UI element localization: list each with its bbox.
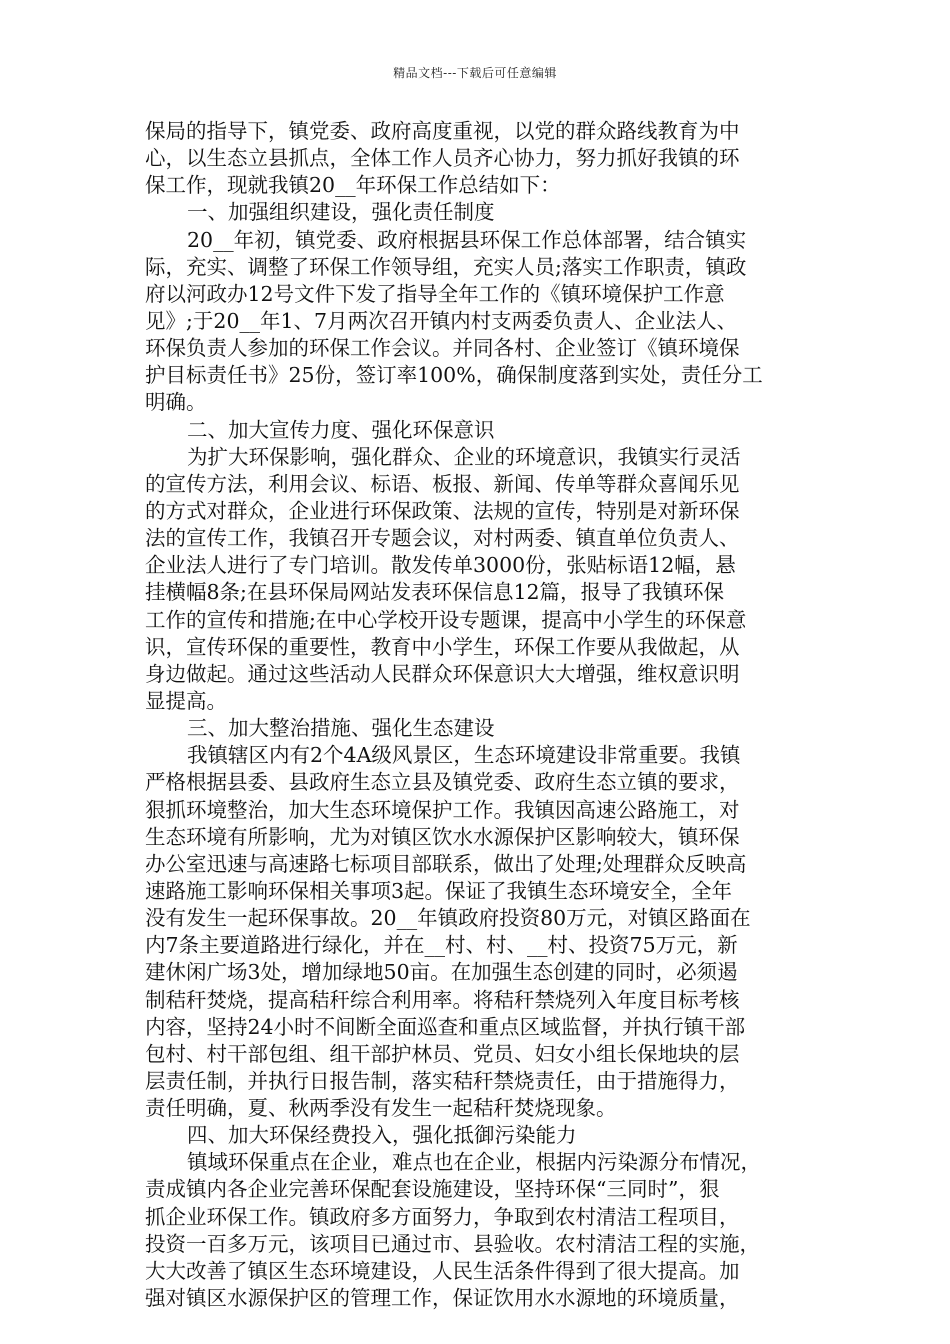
text-line: 制秸秆焚烧，提高秸秆综合利用率。将秸秆禁烧列入年度目标考核 [145,987,740,1012]
text-line: 企业法人进行了专门培训。散发传单3000份，张贴标语12幅，悬 [145,553,736,578]
text-line: 心，以生态立县抓点，全体工作人员齐心协力，努力抓好我镇的环 [145,146,740,171]
text-line: 明确。 [145,390,207,415]
text-line: 护目标责任书》25份，签订率100%，确保制度落到实处，责任分工 [145,363,763,388]
text-line: 责成镇内各企业完善环保配套设施建设，坚持环保“三同时”，狠 [145,1177,720,1202]
section-heading: 二、加大宣传力度、强化环保意识 [187,417,495,442]
text-line: 识，宣传环保的重要性，教育中小学生，环保工作要从我做起，从 [145,634,740,659]
text-line: 没有发生一起环保事故。20__年镇政府投资80万元，对镇区路面在 [145,906,751,931]
text-line: 内7条主要道路进行绿化，并在__村、村、__村、投资75万元，新 [145,933,738,958]
text-line: 的宣传方法，利用会议、标语、板报、新闻、传单等群众喜闻乐见 [145,471,740,496]
text-line: 大大改善了镇区生态环境建设，人民生活条件得到了很大提高。加 [145,1258,740,1283]
text-line: 保工作，现就我镇20__年环保工作总结如下： [145,173,561,198]
text-line: 强对镇区水源保护区的管理工作，保证饮用水水源地的环境质量， [145,1286,740,1311]
text-line: 的方式对群众，企业进行环保政策、法规的宣传，特别是对新环保 [145,498,740,523]
text-line: 环保负责人参加的环保工作会议。并同各村、企业签订《镇环境保 [145,336,740,361]
header-note: 精品文档---下载后可任意编辑 [393,66,557,80]
text-line: 内容，坚持24小时不间断全面巡查和重点区域监督，并执行镇干部 [145,1014,746,1039]
text-line: 身边做起。通过这些活动人民群众环保意识大大增强，维权意识明 [145,661,740,686]
text-line: 速路施工影响环保相关事项3起。保证了我镇生态环境安全，全年 [145,878,733,903]
text-line: 显提高。 [145,688,227,713]
text-line: 生态环境有所影响，尤为对镇区饮水水源保护区影响较大，镇环保 [145,824,740,849]
paragraph-first-line: 为扩大环保影响，强化群众、企业的环境意识，我镇实行灵活 [187,444,741,469]
text-line: 挂横幅8条;在县环保局网站发表环保信息12篇，报导了我镇环保 [145,580,725,605]
text-line: 见》;于20__年1、7月两次召开镇内村支两委负责人、企业法人、 [145,308,738,333]
text-line: 狠抓环境整治，加大生态环境保护工作。我镇因高速公路施工，对 [145,797,740,822]
text-line: 保局的指导下，镇党委、政府高度重视，以党的群众路线教育为中 [145,119,740,143]
text-line: 办公室迅速与高速路七标项目部联系，做出了处理;处理群众反映高 [145,851,747,876]
text-line: 法的宣传工作，我镇召开专题会议，对村两委、镇直单位负责人、 [145,526,740,551]
text-line: 投资一百多万元，该项目已通过市、县验收。农村清洁工程的实施， [145,1231,760,1256]
paragraph-first-line: 20__年初，镇党委、政府根据县环保工作总体部署，结合镇实 [187,227,747,252]
section-heading: 三、加大整治措施、强化生态建设 [187,716,495,741]
text-line: 际，充实、调整了环保工作领导组，充实人员;落实工作职责，镇政 [145,254,747,279]
paragraph-first-line: 镇域环保重点在企业，难点也在企业，根据内污染源分布情况， [187,1150,761,1175]
text-line: 严格根据县委、县政府生态立县及镇党委、政府生态立镇的要求， [145,770,740,795]
section-heading: 四、加大环保经费投入，强化抵御污染能力 [187,1123,577,1148]
text-line: 责任明确，夏、秋两季没有发生一起秸秆焚烧现象。 [145,1096,617,1121]
document-body [145,118,810,1312]
text-line: 建休闲广场3处，增加绿地50亩。在加强生态创建的同时，必须遏 [145,960,738,985]
section-heading: 一、加强组织建设，强化责任制度 [187,200,495,225]
text-line: 工作的宣传和措施;在中心学校开设专题课，提高中小学生的环保意 [145,607,747,632]
text-line: 包村、村干部包组、组干部护林员、党员、妇女小组长保地块的层 [145,1041,740,1066]
text-line: 层责任制，并执行日报告制，落实秸秆禁烧责任，由于措施得力， [145,1068,740,1093]
text-line: 抓企业环保工作。镇政府多方面努力，争取到农村清洁工程项目， [145,1204,740,1229]
text-line: 府以河政办12号文件下发了指导全年工作的《镇环境保护工作意 [145,281,725,306]
paragraph-first-line: 我镇辖区内有2个4A级风景区，生态环境建设非常重要。我镇 [187,743,741,768]
